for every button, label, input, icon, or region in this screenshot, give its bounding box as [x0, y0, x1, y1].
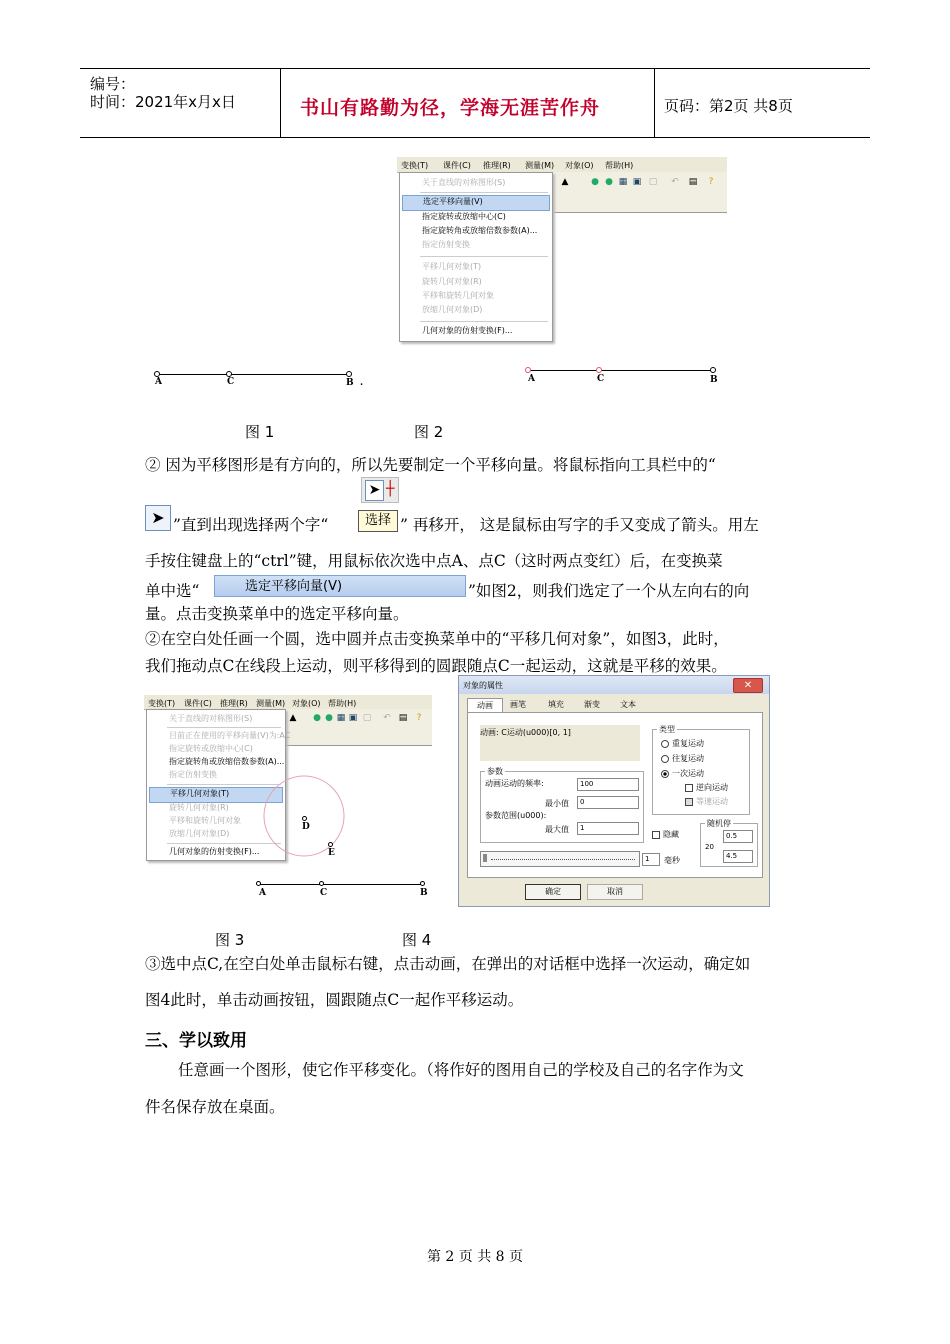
- dialog-titlebar: [459, 676, 769, 694]
- section-heading: 三、学以致用: [145, 1031, 247, 1051]
- ok-button[interactable]: 确定: [525, 884, 581, 900]
- dialog-tabs: [467, 698, 761, 712]
- menu-bar: [144, 695, 432, 710]
- fig3-label-a: A: [259, 888, 266, 898]
- animation-description: [480, 725, 640, 761]
- paragraph-line: ②在空白处任画一个圆，选中圆并点击变换菜单中的“平移几何对象”，如图3，此时，: [145, 630, 729, 648]
- paragraph-line: ”直到出现选择两个字“: [173, 516, 329, 534]
- dialog-tab-panel: [467, 712, 763, 878]
- menu-item-translate-object[interactable]: 平移几何对象(T): [422, 262, 482, 271]
- fig3-label-d: D: [302, 822, 310, 832]
- menu-item-rotate-object[interactable]: 旋转几何对象(R): [422, 277, 482, 286]
- object-properties-dialog: [458, 675, 770, 907]
- fig1-point-b: [346, 371, 352, 377]
- menu-transform[interactable]: 变换(T): [401, 161, 429, 170]
- help-icon[interactable]: ?: [708, 177, 714, 187]
- menu-help[interactable]: 帮助(H): [605, 161, 634, 170]
- toolbar: [284, 709, 432, 746]
- paragraph-line: 件名保存放在桌面。: [145, 1098, 285, 1116]
- menu-object[interactable]: 对象(O): [565, 161, 594, 170]
- radio-once[interactable]: 一次运动: [661, 768, 704, 779]
- max-label: 最大值: [545, 825, 569, 834]
- zoom-in-icon[interactable]: ●: [313, 713, 321, 723]
- slider-thumb[interactable]: [483, 854, 487, 862]
- help-icon[interactable]: ?: [416, 713, 422, 723]
- transform-menu: [399, 172, 553, 342]
- random-stop-group: [700, 819, 758, 867]
- min-label: 最小值: [545, 799, 569, 808]
- tab-animation[interactable]: 动画: [467, 698, 503, 713]
- slider-value-field[interactable]: 1: [642, 853, 660, 866]
- random-input-c[interactable]: 4.5: [723, 850, 753, 863]
- fig2-label-a: A: [528, 374, 535, 384]
- slider-ticks: [491, 859, 635, 860]
- dialog-title: 对象的属性: [463, 681, 503, 690]
- doc-time-label: 时间：2021年x月x日: [90, 93, 236, 111]
- pen-color-icon[interactable]: ▲: [561, 177, 569, 187]
- paragraph-line: ③选中点C,在空白处单击鼠标右键，点击动画，在弹出的对话框中选择一次运动，确定如: [145, 955, 751, 973]
- page-header: [80, 68, 870, 138]
- paragraph-line: 任意画一个图形，使它作平移变化。（将作好的图用自己的学校及自己的名字作为文: [178, 1061, 744, 1079]
- freq-input[interactable]: 100: [577, 778, 639, 791]
- fig2-point-a: [525, 367, 531, 373]
- type-group: [652, 725, 750, 815]
- menu-separator: [167, 727, 281, 728]
- menu-separator: [420, 256, 548, 257]
- close-icon[interactable]: ✕: [733, 678, 763, 693]
- menu-courseware[interactable]: 课件(C): [184, 699, 212, 708]
- menu-item-rotation-center[interactable]: 指定旋转或放缩中心(C): [422, 212, 506, 221]
- menu-object[interactable]: 对象(O): [292, 699, 321, 708]
- page-footer: 第 2 页 共 8 页: [426, 1249, 524, 1265]
- checkbox-reverse[interactable]: 逆向运动: [685, 782, 728, 793]
- menu-item-affine[interactable]: 指定仿射变换: [422, 240, 470, 249]
- menu-courseware[interactable]: 课件(C): [443, 161, 471, 170]
- fig3-point-a: [256, 881, 261, 886]
- point-tool-icon: ┼: [386, 481, 395, 497]
- menu-help[interactable]: 帮助(H): [328, 699, 357, 708]
- fig3-point-d: [302, 816, 307, 821]
- layer-icon[interactable]: ▣: [348, 713, 358, 723]
- menu-item-scale-object[interactable]: 放缩几何对象(D): [422, 305, 483, 314]
- menu-item-translate-rotate[interactable]: 平移和旋转几何对象: [169, 816, 241, 825]
- random-stop-label: 随机停: [707, 819, 731, 828]
- fig3-segment-ab: [259, 884, 423, 885]
- paragraph-line: ② 因为平移图形是有方向的，所以先要制定一个平移向量。将鼠标指向工具栏中的“: [145, 456, 716, 474]
- menu-item-scale-object[interactable]: 放缩几何对象(D): [169, 829, 230, 838]
- print-icon[interactable]: ▤: [398, 713, 408, 723]
- menu-reasoning[interactable]: 推理(R): [483, 161, 511, 170]
- grid-icon[interactable]: ▦: [618, 177, 628, 187]
- menu-item-affine-transform[interactable]: 几何对象的仿射变换(F)...: [169, 847, 260, 856]
- menu-item-rotation-angle[interactable]: 指定旋转角或放缩倍数参数(A)...: [169, 757, 285, 766]
- menu-item-current-vector[interactable]: 目前正在使用的平移向量(V)为:AC: [169, 731, 291, 740]
- fig1-segment-ab: [157, 374, 349, 375]
- paragraph-line: 我们拖动点C在线段上运动，则平移得到的圆跟随点C一起运动，这就是平移的效果。: [145, 657, 727, 675]
- radio-back-forth[interactable]: 往复运动: [661, 753, 704, 764]
- undo-icon[interactable]: ↶: [671, 177, 679, 187]
- tab-text[interactable]: 文本: [620, 700, 636, 709]
- fig1-period: .: [360, 378, 364, 388]
- caption-fig2: 图 2: [414, 423, 444, 441]
- menu-bar: [397, 157, 727, 173]
- fig1-label-c: C: [227, 377, 235, 387]
- menu-item-affine[interactable]: 指定仿射变换: [169, 770, 217, 779]
- menu-item-affine-transform[interactable]: 几何对象的仿射变换(F)...: [422, 326, 513, 335]
- header-page-label: 页码：第2页 共8页: [664, 97, 793, 115]
- cancel-button[interactable]: 取消: [587, 884, 643, 900]
- menu-reasoning[interactable]: 推理(R): [220, 699, 248, 708]
- undo-icon[interactable]: ↶: [383, 713, 391, 723]
- ms-label: 毫秒: [664, 856, 680, 865]
- max-input[interactable]: 1: [577, 822, 639, 835]
- params-group-label: 参数: [487, 767, 503, 776]
- fig3-point-c: [319, 881, 324, 886]
- fig3-label-b: B: [420, 888, 428, 898]
- menu-measure[interactable]: 测量(M): [256, 699, 286, 708]
- menu-separator: [420, 321, 548, 322]
- arrow-cursor-icon: ➤: [145, 505, 171, 531]
- fig2-segment-ab: [528, 370, 713, 371]
- menu-item-translate-rotate[interactable]: 平移和旋转几何对象: [422, 291, 494, 300]
- fig3-label-c: C: [320, 888, 328, 898]
- caption-fig1: 图 1: [245, 423, 275, 441]
- fig3-point-e: [328, 842, 333, 847]
- paragraph-line: 单中选“: [145, 582, 200, 600]
- pen-color-icon[interactable]: ▲: [289, 713, 297, 723]
- range-label: 参数范围(u000):: [485, 811, 547, 820]
- menu-item-translate-object[interactable]: 平移几何对象(T): [149, 787, 283, 803]
- paragraph-line: 手按住键盘上的“ctrl”键，用鼠标依次选中点A、点C（这时两点变红）后，在变换菜: [145, 552, 723, 570]
- fig3-point-b: [420, 881, 425, 886]
- fig2-label-b: B: [710, 375, 718, 385]
- copy-icon[interactable]: ▢: [362, 713, 372, 723]
- fig3-label-e: E: [328, 848, 335, 858]
- paragraph-line: 图4此时，单击动画按钮，圆跟随点C一起作平移运动。: [145, 991, 524, 1009]
- min-input[interactable]: 0: [577, 796, 639, 809]
- fig2-point-c: [596, 367, 602, 373]
- menu-item-rotate-object[interactable]: 旋转几何对象(R): [169, 803, 229, 812]
- select-tooltip: 选择: [358, 510, 398, 532]
- fig2-label-c: C: [597, 374, 605, 384]
- layer-icon[interactable]: ▣: [632, 177, 642, 187]
- paragraph-line: 量。点击变换菜单中的选定平移向量。: [145, 605, 409, 623]
- grid-icon[interactable]: ▦: [336, 713, 346, 723]
- fig2-menu-screenshot: [397, 157, 727, 342]
- header-divider: [654, 69, 655, 137]
- fig1-label-b: B: [346, 378, 354, 388]
- copy-icon[interactable]: ▢: [648, 177, 658, 187]
- select-vector-menu-item-image: 选定平移向量(V): [214, 575, 466, 597]
- zoom-in-icon[interactable]: ●: [591, 177, 599, 187]
- fig2-point-b: [710, 367, 716, 373]
- menu-separator: [420, 192, 548, 193]
- menu-item-rotation-angle[interactable]: 指定旋转角或放缩倍数参数(A)...: [422, 226, 538, 235]
- caption-fig4: 图 4: [402, 931, 432, 949]
- menu-item-select-translation-vector[interactable]: 选定平移向量(V): [402, 195, 550, 211]
- menu-measure[interactable]: 测量(M): [525, 161, 555, 170]
- zoom-out-icon[interactable]: ●: [605, 177, 613, 187]
- toolbar: [552, 172, 727, 213]
- caption-fig3: 图 3: [215, 931, 245, 949]
- radio-repeat[interactable]: 重复运动: [661, 738, 704, 749]
- checkbox-hide[interactable]: 隐藏: [652, 829, 679, 840]
- header-divider: [280, 69, 281, 137]
- arrow-cursor-icon: ➤: [365, 480, 384, 501]
- tab-fill[interactable]: 填充: [548, 700, 564, 709]
- checkbox-constant-speed[interactable]: 等速运动: [685, 796, 728, 807]
- menu-item-symmetric[interactable]: 关于直线的对称图形(S): [422, 178, 506, 187]
- freq-label: 动画运动的频率:: [485, 779, 544, 788]
- print-icon[interactable]: ▤: [688, 177, 698, 187]
- paragraph-line: ”如图2，则我们选定了一个从左向右的向: [468, 582, 750, 600]
- random-input-b[interactable]: 20: [705, 843, 714, 851]
- fig3-circle: [260, 770, 350, 860]
- fig1-label-a: A: [155, 377, 162, 387]
- tab-gradient[interactable]: 渐变: [584, 700, 600, 709]
- tab-pen[interactable]: 画笔: [510, 700, 526, 709]
- speed-slider[interactable]: [480, 851, 640, 867]
- menu-transform[interactable]: 变换(T): [148, 699, 176, 708]
- random-input-a[interactable]: 0.5: [723, 830, 753, 843]
- type-group-label: 类型: [659, 725, 675, 734]
- menu-item-rotation-center[interactable]: 指定旋转或放缩中心(C): [169, 744, 253, 753]
- menu-item-symmetric[interactable]: 关于直线的对称图形(S): [169, 714, 253, 723]
- header-motto: 书山有路勤为径，学海无涯苦作舟: [300, 97, 601, 119]
- paragraph-line: ” 再移开， 这是鼠标由写字的手又变成了箭头。用左: [400, 516, 759, 534]
- zoom-out-icon[interactable]: ●: [325, 713, 333, 723]
- params-group: [480, 767, 644, 843]
- doc-code-label: 编号：: [90, 75, 136, 93]
- animation-text: 动画: C运动(u000)[0, 1]: [480, 728, 571, 737]
- toolbar-select-tool-image: [361, 477, 399, 503]
